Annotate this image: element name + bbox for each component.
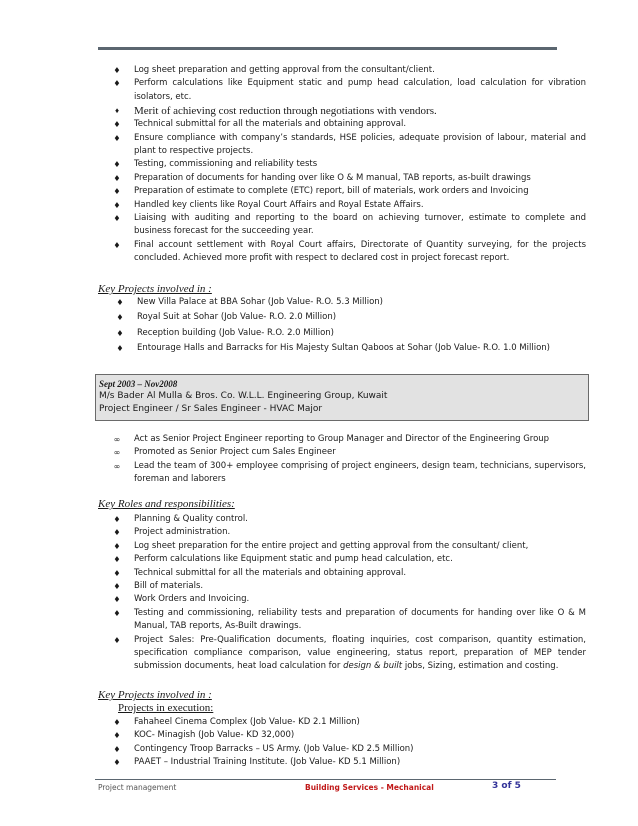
footer-left-text: Project management bbox=[98, 783, 177, 792]
list-item: ♦ Bill of materials. bbox=[110, 580, 586, 593]
list-item: ♦ New Villa Palace at BBA Sohar (Job Value- R.O. 5.3 Million) bbox=[113, 296, 589, 309]
infinity-bullet-icon: ∞ bbox=[113, 461, 121, 471]
roles-heading: Key Roles and responsibilities: bbox=[98, 498, 235, 510]
job-header-box bbox=[95, 374, 589, 421]
diamond-bullet-icon: ♦ bbox=[113, 568, 121, 578]
diamond-bullet-icon: ♦ bbox=[113, 541, 121, 551]
diamond-bullet-icon: ♦ bbox=[113, 515, 121, 524]
list-item: ♦ Technical submittal for all the materials and obtaining approval. bbox=[110, 118, 586, 131]
diamond-bullet-icon: ♦ bbox=[114, 106, 120, 116]
list-item: ♦ Preparation of documents for handing over like O & M manual, TAB reports, as-built drawings bbox=[110, 172, 586, 185]
list-item: ♦ Perform calculations like Equipment static and pump head calculation, etc. bbox=[110, 553, 586, 566]
execution-key-projects-heading: Key Projects involved in : bbox=[98, 689, 212, 701]
list-item: ♦ Work Orders and Invoicing. bbox=[110, 593, 586, 606]
infinity-bullet-icon: ∞ bbox=[113, 435, 121, 444]
job-dates: Sept 2003 – Nov2008 bbox=[99, 379, 178, 389]
diamond-bullet-icon: ♦ bbox=[113, 555, 121, 565]
diamond-bullet-icon: ♦ bbox=[113, 528, 121, 538]
top-divider bbox=[98, 47, 557, 50]
diamond-bullet-icon: ♦ bbox=[113, 79, 121, 89]
list-item: ♦ Project administration. bbox=[110, 526, 586, 539]
diamond-bullet-icon: ♦ bbox=[116, 344, 124, 354]
projects-in-execution-heading: Projects in execution: bbox=[118, 702, 214, 714]
previous-role-duties bbox=[110, 64, 586, 266]
list-item: ♦ Royal Suit at Sohar (Job Value- R.O. 2.0 Million) bbox=[113, 311, 589, 324]
list-item: ♦ PAAET – Industrial Training Institute. (Job Value- KD 5.1 Million) bbox=[110, 756, 586, 769]
list-item: ♦ Planning & Quality control. bbox=[110, 513, 586, 526]
diamond-bullet-icon: ♦ bbox=[113, 66, 121, 75]
footer-divider bbox=[95, 779, 556, 780]
job-position: Project Engineer / Sr Sales Engineer - HVAC Major bbox=[99, 404, 323, 414]
list-item: ∞ Act as Senior Project Engineer reporting to Group Manager and Director of the Engineering Group bbox=[110, 433, 586, 446]
key-projects-heading: Key Projects involved in : bbox=[98, 283, 212, 295]
infinity-bullet-icon: ∞ bbox=[113, 448, 121, 458]
diamond-bullet-icon: ♦ bbox=[113, 595, 121, 605]
page-number: 3 of 5 bbox=[492, 781, 521, 791]
diamond-bullet-icon: ♦ bbox=[113, 200, 121, 210]
list-item: ♦ KOC- Minagish (Job Value- KD 32,000) bbox=[110, 729, 586, 742]
list-item: ♦ Liaising with auditing and reporting to the board on achieving turnover, estimate to complete and business forecast for the succeeding year. bbox=[110, 212, 586, 239]
list-item: ♦ Reception building (Job Value- R.O. 2.0 Million) bbox=[113, 327, 589, 340]
diamond-bullet-icon: ♦ bbox=[113, 133, 121, 143]
diamond-bullet-icon: ♦ bbox=[113, 608, 121, 618]
job-employer: M/s Bader Al Mulla & Bros. Co. W.L.L. Engineering Group, Kuwait bbox=[99, 391, 388, 401]
design-built-emphasis: design & built bbox=[343, 661, 403, 672]
list-item: ♦ Merit of achieving cost reduction through negotiations with vendors. bbox=[110, 104, 586, 118]
diamond-bullet-icon: ♦ bbox=[113, 120, 121, 130]
diamond-bullet-icon: ♦ bbox=[113, 214, 121, 224]
list-item: ♦ Log sheet preparation and getting approval from the consultant/client. bbox=[110, 64, 586, 77]
list-item: ♦ Testing and commissioning, reliability tests and preparation of documents for handing over like O & M Manual, TAB reports, As-Built drawings. bbox=[110, 607, 586, 634]
list-item: ∞ Lead the team of 300+ employee comprising of project engineers, design team, technicians, supervisors, foreman and laborers bbox=[110, 460, 586, 487]
previous-key-projects bbox=[113, 296, 589, 356]
diamond-bullet-icon: ♦ bbox=[116, 328, 124, 338]
diamond-bullet-icon: ♦ bbox=[113, 718, 121, 727]
diamond-bullet-icon: ♦ bbox=[113, 744, 121, 754]
diamond-bullet-icon: ♦ bbox=[113, 187, 121, 197]
list-item: ♦ Perform calculations like Equipment static and pump head calculation, load calculation for vibration isolators, etc. bbox=[110, 77, 586, 104]
diamond-bullet-icon: ♦ bbox=[113, 582, 121, 592]
list-item: ♦ Entourage Halls and Barracks for His Majesty Sultan Qaboos at Sohar (Job Value- R.O. 1.0 Million) bbox=[113, 342, 589, 355]
diamond-bullet-icon: ♦ bbox=[113, 758, 121, 768]
list-item: ♦ Handled key clients like Royal Court Affairs and Royal Estate Affairs. bbox=[110, 199, 586, 212]
list-item: ♦ Technical submittal for all the materials and obtaining approval. bbox=[110, 567, 586, 580]
list-item: ♦ Final account settlement with Royal Court affairs, Directorate of Quantity surveying, for the projects concluded. Achieved more profit with respect to declared cost in project forecast report. bbox=[110, 239, 586, 266]
list-item: ♦ Testing, commissioning and reliability tests bbox=[110, 158, 586, 171]
list-item: ♦ Contingency Troop Barracks – US Army. (Job Value- KD 2.5 Million) bbox=[110, 743, 586, 756]
diamond-bullet-icon: ♦ bbox=[116, 298, 124, 307]
execution-projects bbox=[110, 716, 586, 770]
diamond-bullet-icon: ♦ bbox=[113, 240, 121, 250]
diamond-bullet-icon: ♦ bbox=[113, 635, 121, 645]
diamond-bullet-icon: ♦ bbox=[116, 313, 124, 323]
roles-list bbox=[110, 513, 586, 674]
footer-center-text: Building Services - Mechanical bbox=[305, 783, 434, 792]
diamond-bullet-icon: ♦ bbox=[113, 173, 121, 183]
job-summary bbox=[110, 433, 586, 487]
list-item: ♦ Project Sales: Pre-Qualification documents, floating inquiries, cost comparison, quantity estimation, specification compliance comparison, value engineering, status report, preparation of MEP tender submission documents, heat load calculation for design & built jobs, Sizing, estimation and costing. bbox=[110, 634, 586, 674]
list-item: ♦ Log sheet preparation for the entire project and getting approval from the consultant/ client, bbox=[110, 540, 586, 553]
list-item: ∞ Promoted as Senior Project cum Sales Engineer bbox=[110, 446, 586, 459]
list-item: ♦ Fahaheel Cinema Complex (Job Value- KD 2.1 Million) bbox=[110, 716, 586, 729]
diamond-bullet-icon: ♦ bbox=[113, 731, 121, 741]
list-item: ♦ Ensure compliance with company’s standards, HSE policies, adequate provision of labour, material and plant to respective projects. bbox=[110, 132, 586, 159]
diamond-bullet-icon: ♦ bbox=[113, 160, 121, 170]
list-item: ♦ Preparation of estimate to complete (ETC) report, bill of materials, work orders and Invoicing bbox=[110, 185, 586, 198]
